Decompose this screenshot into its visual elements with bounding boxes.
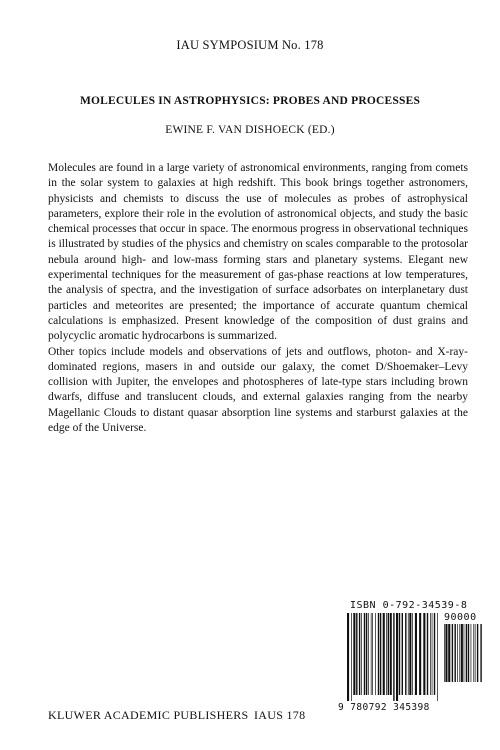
barcode-bar (371, 613, 372, 695)
barcode-bar (353, 613, 355, 695)
barcode-bar (366, 613, 367, 695)
barcode-bar (361, 613, 362, 695)
barcode-bar (415, 613, 417, 695)
book-title: MOLECULES IN ASTROPHYSICS: PROBES AND PROCESSES (79, 95, 421, 107)
barcode-bar (434, 613, 435, 695)
barcode-bar (464, 624, 465, 682)
barcode-bar (372, 613, 373, 695)
barcode-bar (461, 624, 463, 682)
barcode-bar (380, 613, 381, 695)
barcode-bar (430, 613, 431, 695)
barcode-bar (419, 613, 421, 695)
price-addon-label: 90000 (444, 612, 477, 623)
publisher-name: KLUWER ACADEMIC PUBLISHERS (48, 708, 249, 722)
barcode-bar (383, 613, 385, 695)
isbn-label: ISBN 0-792-34539-8 (350, 600, 468, 611)
barcode-bar (359, 613, 360, 695)
barcode-bar (378, 613, 379, 695)
barcode-bar (445, 624, 447, 682)
barcode-bar (432, 613, 433, 695)
barcode-bar (459, 624, 460, 682)
barcode-bar (437, 613, 438, 701)
barcode-bar (455, 624, 456, 682)
barcode-bar (368, 613, 369, 695)
barcode-bar (480, 624, 481, 682)
barcode-bar (402, 613, 403, 695)
barcode-bar (412, 613, 413, 695)
barcode-bar (390, 613, 392, 695)
barcode-bar (457, 624, 458, 682)
editor-name: EWINE F. VAN DISHOECK (ED.) (165, 124, 335, 136)
volume-label: IAUS 178 (254, 708, 306, 722)
barcode-bar (347, 613, 349, 701)
description-paragraph-1: Molecules are found in a large variety of astronomical environments, ranging from comets in the solar system to galaxies at high redshift. This book brings together astronomers, physicists and chemists to discuss the use of molecules as probes of astrophysical parameters, explore their role in the evolution of astronomical objects, and study the basic chemical processes that occur in space. The enormous progress in observational techniques is illustrated by studies of the physics and chemistry on scales comparable to the protosolar nebula around high- and low-mass forming stars and planetary systems. Elegant new experimental techniques for the measurement of gas-phase reactions at low temperatures, the analysis of spectra, and the investigation of surface adsorbates on interplanetary dust particles and meteorites are presented; the importance of accurate quantum chemical calculations is emphasized. Present knowledge of the composition of dust grains and polycyclic aromatic hydrocarbons is summarized. (48, 162, 468, 343)
series-title: IAU SYMPOSIUM No. 178 (176, 38, 324, 52)
barcode-bar (423, 613, 425, 695)
barcode-bar (452, 624, 453, 682)
barcode-bar (393, 613, 394, 701)
barcode-bar (409, 613, 411, 695)
ean-digits: 9 780792 345398 (338, 702, 430, 713)
barcode-bar (473, 624, 474, 682)
barcode-bar (477, 624, 478, 682)
barcode-bar (471, 624, 472, 682)
barcode-bar (399, 613, 400, 695)
barcode-bar (356, 613, 357, 695)
addon-barcode (444, 624, 482, 688)
barcode-bar (466, 624, 467, 682)
barcode-bar (388, 613, 389, 695)
barcode-bar (448, 624, 450, 682)
barcode-bar (364, 613, 365, 695)
barcode-bar (375, 613, 376, 695)
description-text (48, 161, 468, 436)
barcode-bar (405, 613, 406, 695)
barcode-bar (396, 613, 398, 701)
barcode-bar (427, 613, 428, 695)
barcode-bar (408, 613, 409, 695)
barcode-bar (386, 613, 387, 695)
description-paragraph-2: Other topics include models and observations of jets and outflows, photon- and X-ray-dominated regions, masers in and outside our galaxy, the comet D/Shoemaker–Levy collision with Jupiter, the envelopes and photospheres of late-type stars including brown dwarfs, diffuse and translucent clouds, and external galaxies ranging from the nearby Magellanic Clouds to distant quasar absorption line systems and starburst galaxies at the edge of the Universe. (48, 345, 468, 435)
isbn-barcode (347, 613, 441, 701)
barcode-bar (475, 624, 476, 682)
barcode-bar (351, 613, 352, 701)
barcode-bar (468, 624, 469, 682)
barcode-bar (444, 624, 445, 682)
